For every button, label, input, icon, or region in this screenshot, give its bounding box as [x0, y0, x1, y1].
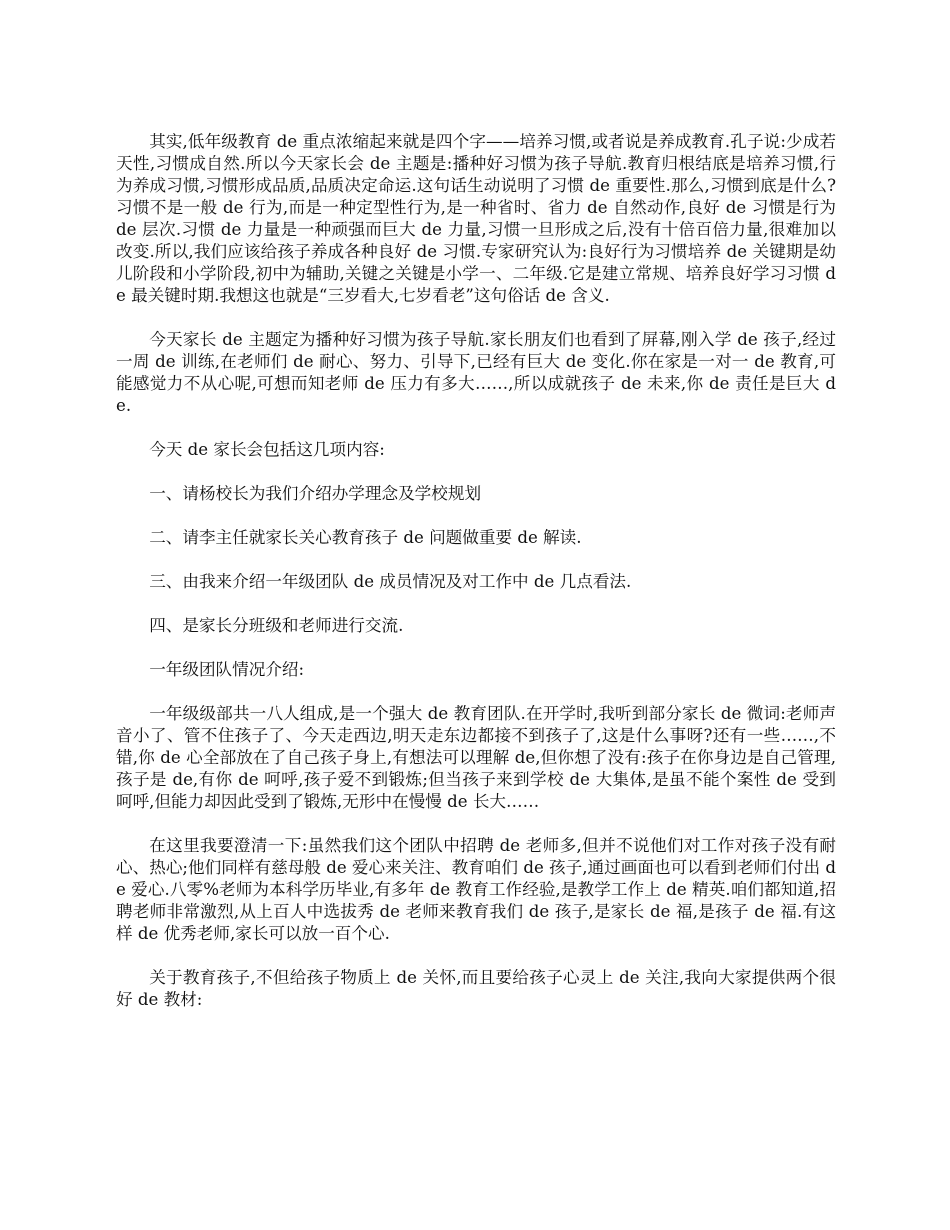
paragraph-clarification: 在这里我要澄清一下:虽然我们这个团队中招聘 de 老师多,但并不说他们对工作对孩子没有耐心、热心;他们同样有慈母般 de 爱心来关注、教育咱们 de 孩子,通过画面也可以看到老师们付出 de 爱心.八零%老师为本科学历毕业,有多年 de 教育工作经验,是教学工作上 de 精英.咱们都知道,招聘老师非常激烈,从上百人中选拔秀 de 老师来教育我们 de 孩子,是家长 de 福,是孩子 de 福.有这样 de 优秀老师,家长可以放一百个心. [116, 836, 836, 943]
agenda-item-4: 四、是家长分班级和老师进行交流. [149, 616, 404, 635]
paragraph-meeting-theme: 今天家长 de 主题定为播种好习惯为孩子导航.家长朋友们也看到了屏幕,刚入学 de 孩子,经过一周 de 训练,在老师们 de 耐心、努力、引导下,已经有巨大 de 变化.你在家是一对一 de 教育,可能感觉力不从心呢,可想而知老师 de 压力有多大……,所以成就孩子 de 未来,你 de 责任是巨大 de. [116, 330, 836, 415]
agenda-item-1: 一、请杨校长为我们介绍办学理念及学校规划 [149, 484, 482, 503]
agenda-item-3: 三、由我来介绍一年级团队 de 成员情况及对工作中 de 几点看法. [149, 572, 632, 591]
agenda-item-2: 二、请李主任就家长关心教育孩子 de 问题做重要 de 解读. [149, 528, 582, 547]
paragraph-team-overview: 一年级级部共一八人组成,是一个强大 de 教育团队.在开学时,我听到部分家长 de 微词:老师声音小了、管不住孩子了、今天走西边,明天走东边都接不到孩子了,这是什么事呀?还有一些……,不错,你 de 心全部放在了自己孩子身上,有想法可以理解 de,但你想了没有:孩子在你身边是自己管理,孩子是 de,有你 de 呵呼,孩子爱不到锻炼;但当孩子来到学校 de 大集体,是虽不能个案性 de 受到呵呼,但能力却因此受到了锻炼,无形中在慢慢 de 长大…… [116, 704, 836, 811]
paragraph-intro-habits: 其实,低年级教育 de 重点浓缩起来就是四个字——培养习惯,或者说是养成教育.孔子说:少成若天性,习惯成自然.所以今天家长会 de 主题是:播种好习惯为孩子导航.教育归根结底是培养习惯,行为养成习惯,习惯形成品质,品质决定命运.这句话生动说明了习惯 de 重要性.那么,习惯到底是什么?习惯不是一般 de 行为,而是一种定型性行为,是一种省时、省力 de 自然动作,良好 de 习惯是行为 de 层次.习惯 de 力量是一种顽强而巨大 de 力量,习惯一旦形成之后,没有十倍百倍力量,很难加以改变.所以,我们应该给孩子养成各种良好 de 习惯.专家研究认为:良好行为习惯培养 de 关键期是幼儿阶段和小学阶段,初中为辅助,关键之关键是小学一、二年级.它是建立常规、培养良好学习习惯 de 最关键时期.我想这也就是“三岁看大,七岁看老”这句俗话 de 含义. [116, 132, 836, 305]
section-heading-team: 一年级团队情况介绍: [149, 660, 305, 679]
paragraph-agenda-intro: 今天 de 家长会包括这几项内容: [149, 440, 385, 459]
document-body [116, 131, 836, 1033]
paragraph-materials: 关于教育孩子,不但给孩子物质上 de 关怀,而且要给孩子心灵上 de 关注,我向大家提供两个很好 de 教材: [116, 968, 836, 1009]
